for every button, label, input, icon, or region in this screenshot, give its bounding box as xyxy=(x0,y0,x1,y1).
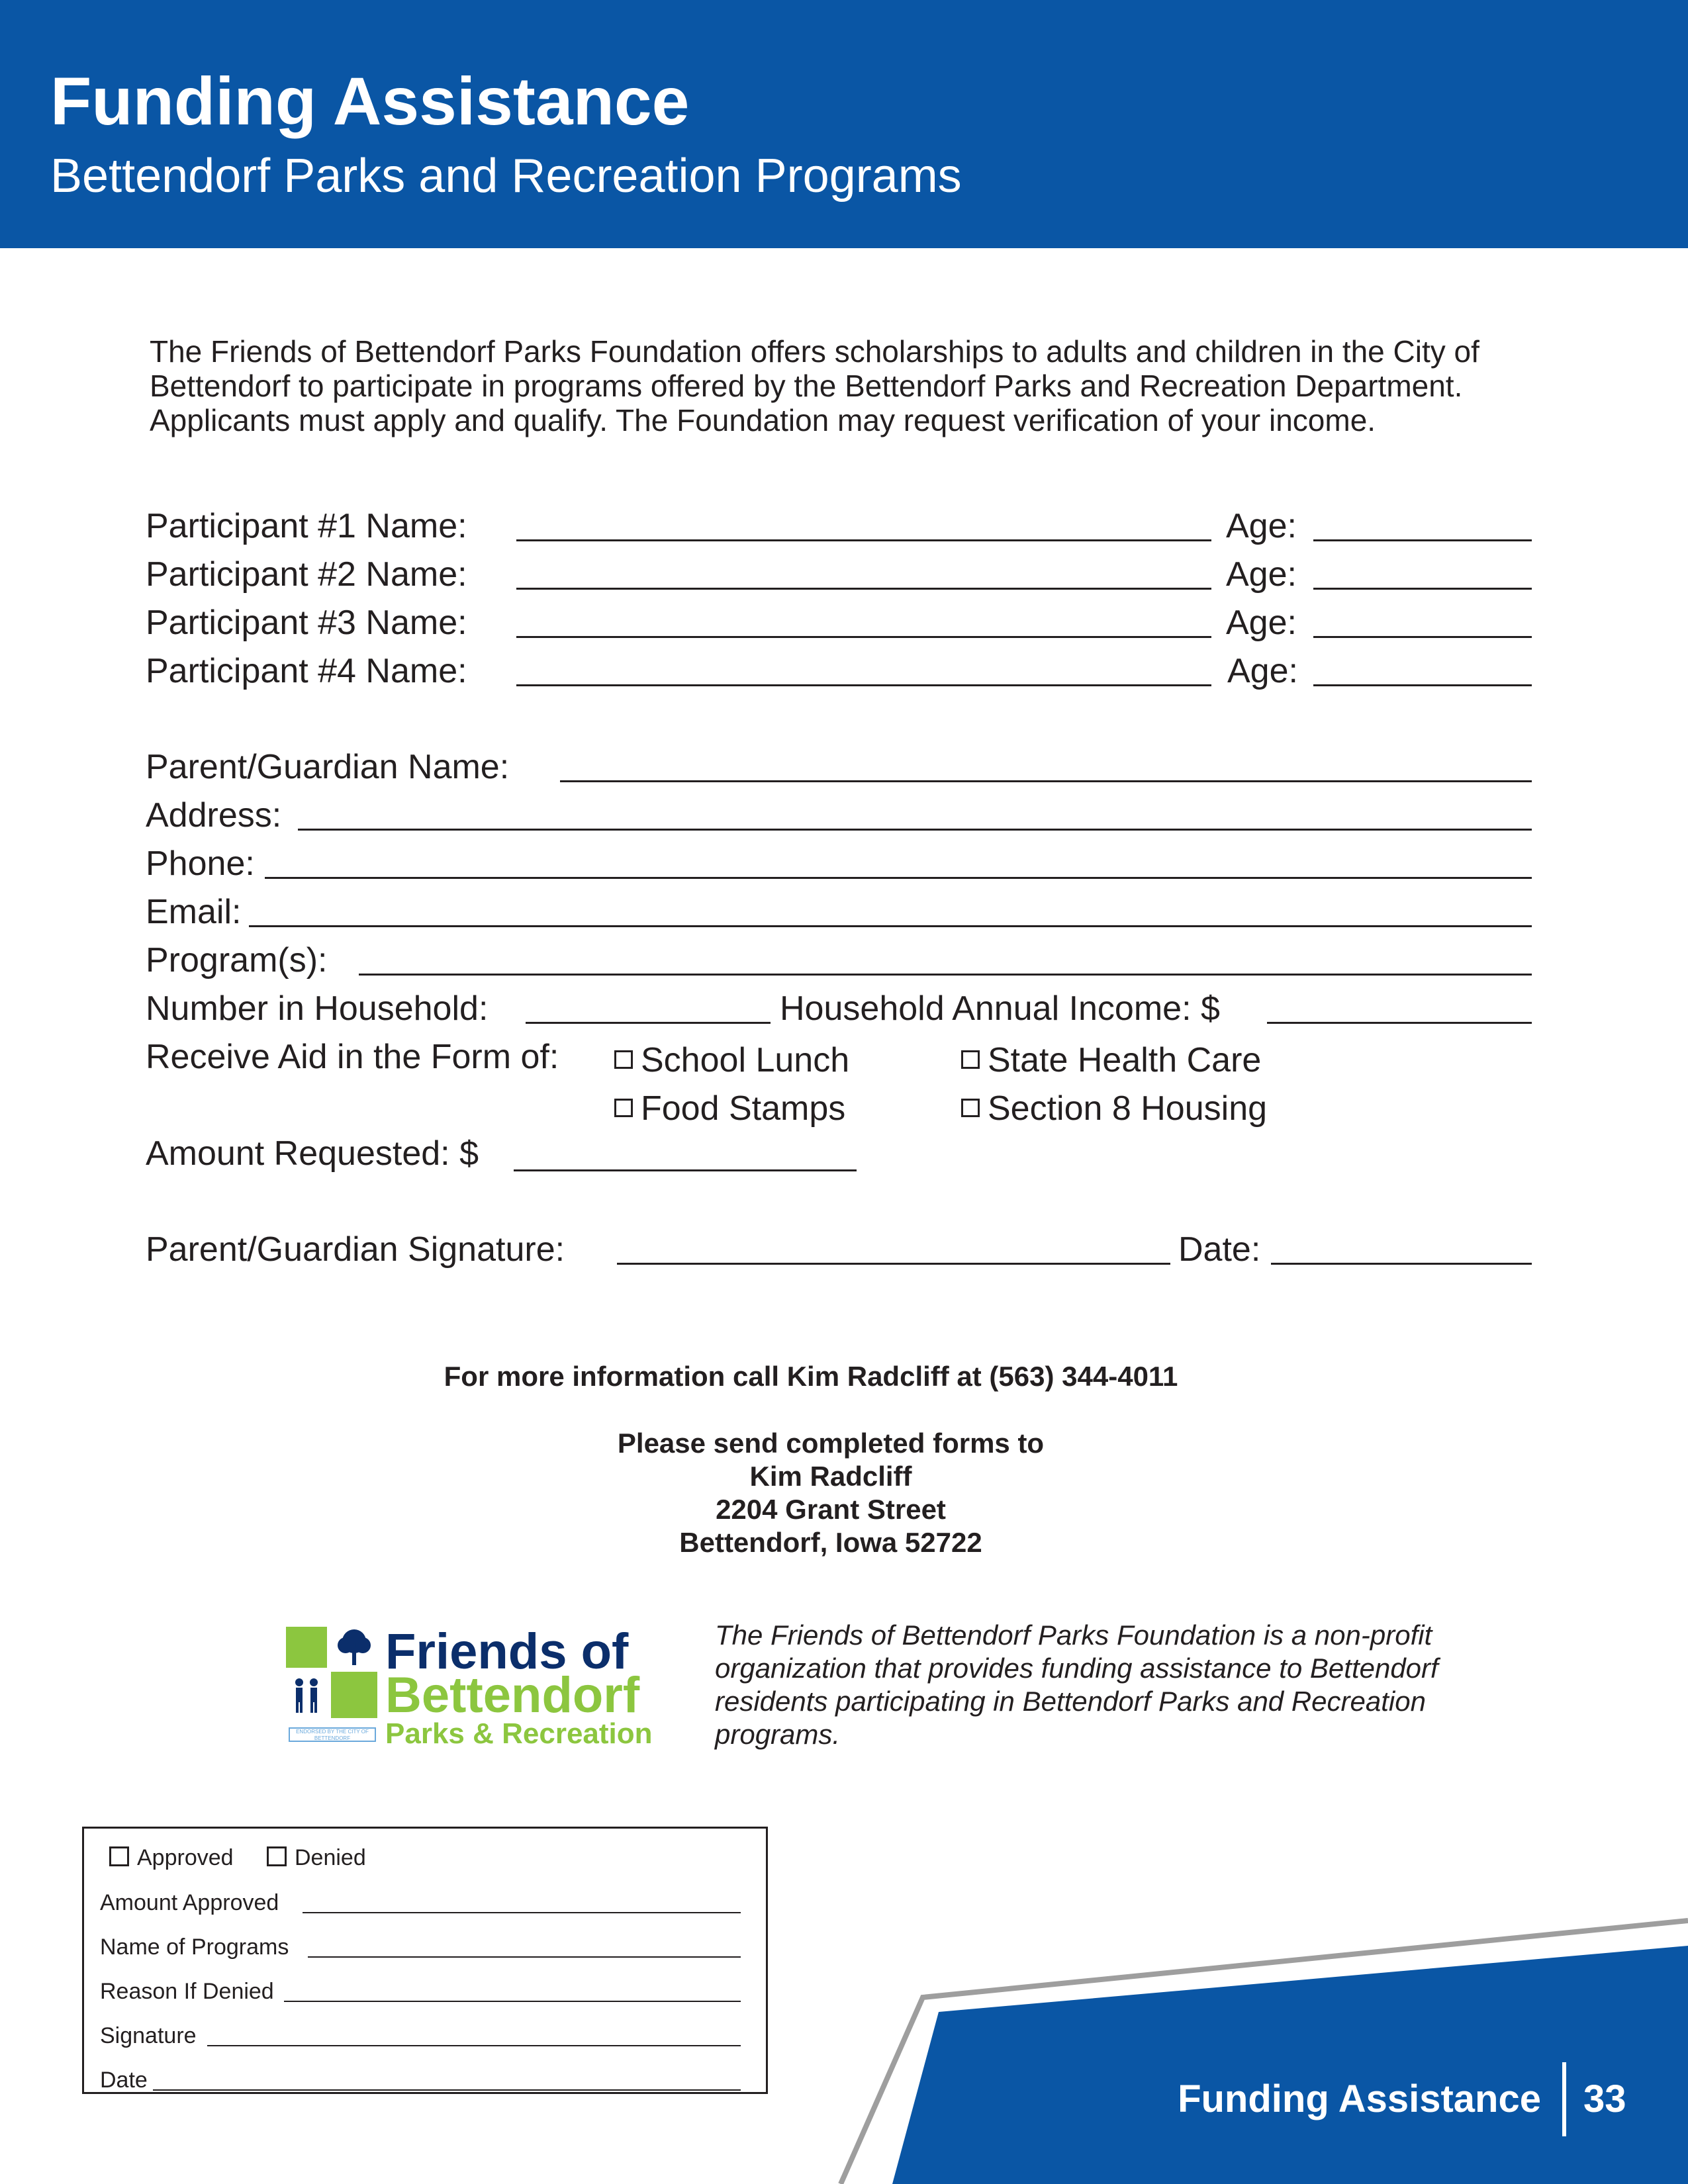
date-label: Date: xyxy=(1178,1230,1261,1269)
page-title: Funding Assistance xyxy=(50,64,690,139)
participant-name-label: Participant #1 Name: xyxy=(146,507,467,545)
age-label: Age: xyxy=(1226,507,1297,545)
reason-label: Reason If Denied xyxy=(100,1979,274,2004)
participant-name-label: Participant #4 Name: xyxy=(146,652,467,690)
signature-label: Parent/Guardian Signature: xyxy=(146,1230,565,1269)
endorsed-badge: ENDORSED BY THE CITY OF BETTENDORF xyxy=(289,1727,376,1742)
send-line-1: Please send completed forms to xyxy=(617,1428,1045,1459)
send-line-3: 2204 Grant Street xyxy=(716,1494,946,1525)
contact-info: For more information call Kim Radcliff at (563) 344-4011 xyxy=(444,1361,1178,1392)
email-label: Email: xyxy=(146,893,242,931)
send-line-4: Bettendorf, Iowa 52722 xyxy=(679,1527,982,1558)
aid-option-label: State Health Care xyxy=(988,1041,1262,1079)
logo-line-1: Friends of xyxy=(385,1623,629,1680)
age-label: Age: xyxy=(1226,604,1297,642)
programs-label: Program(s): xyxy=(146,941,328,979)
address-label: Address: xyxy=(146,796,282,835)
aid-option-label: Section 8 Housing xyxy=(988,1089,1268,1128)
aid-option-label: School Lunch xyxy=(641,1041,850,1079)
age-label: Age: xyxy=(1227,652,1298,690)
guardian-name-label: Parent/Guardian Name: xyxy=(146,748,510,786)
programs-name-label: Name of Programs xyxy=(100,1934,289,1960)
aid-label: Receive Aid in the Form of: xyxy=(146,1038,559,1076)
amount-label: Amount Requested: $ xyxy=(146,1134,479,1173)
household-label: Number in Household: xyxy=(146,989,489,1028)
age-label: Age: xyxy=(1226,555,1297,594)
page-number: 33 xyxy=(1583,2077,1626,2120)
amount-approved-label: Amount Approved xyxy=(100,1890,279,1915)
denied-label: Denied xyxy=(295,1845,366,1870)
office-signature-label: Signature xyxy=(100,2023,197,2048)
logo-line-2: Bettendorf xyxy=(385,1667,640,1723)
phone-label: Phone: xyxy=(146,844,255,883)
page-subtitle: Bettendorf Parks and Recreation Programs xyxy=(50,150,962,203)
approved-label: Approved xyxy=(137,1845,234,1870)
office-date-label: Date xyxy=(100,2068,148,2093)
participant-name-label: Participant #3 Name: xyxy=(146,604,467,642)
participant-name-label: Participant #2 Name: xyxy=(146,555,467,594)
income-label: Household Annual Income: $ xyxy=(780,989,1220,1028)
aid-option-label: Food Stamps xyxy=(641,1089,846,1128)
footer-section-title: Funding Assistance xyxy=(1178,2077,1541,2120)
foundation-description: The Friends of Bettendorf Parks Foundation is a non-profit organization that provides funding assistance to Bettendorf residents participating in Bettendorf Parks and Recreation programs. xyxy=(715,1619,1438,1750)
send-line-2: Kim Radcliff xyxy=(749,1461,912,1492)
logo-line-3: Parks & Recreation xyxy=(385,1717,653,1750)
intro-paragraph: The Friends of Bettendorf Parks Foundation offers scholarships to adults and children in the City of Bettendorf to participate in programs offered by the Bettendorf Parks and Recreation Department. Applicants must apply and qualify. The Foundation may request verification of your income. xyxy=(150,334,1479,437)
footer-divider xyxy=(1562,2062,1566,2136)
